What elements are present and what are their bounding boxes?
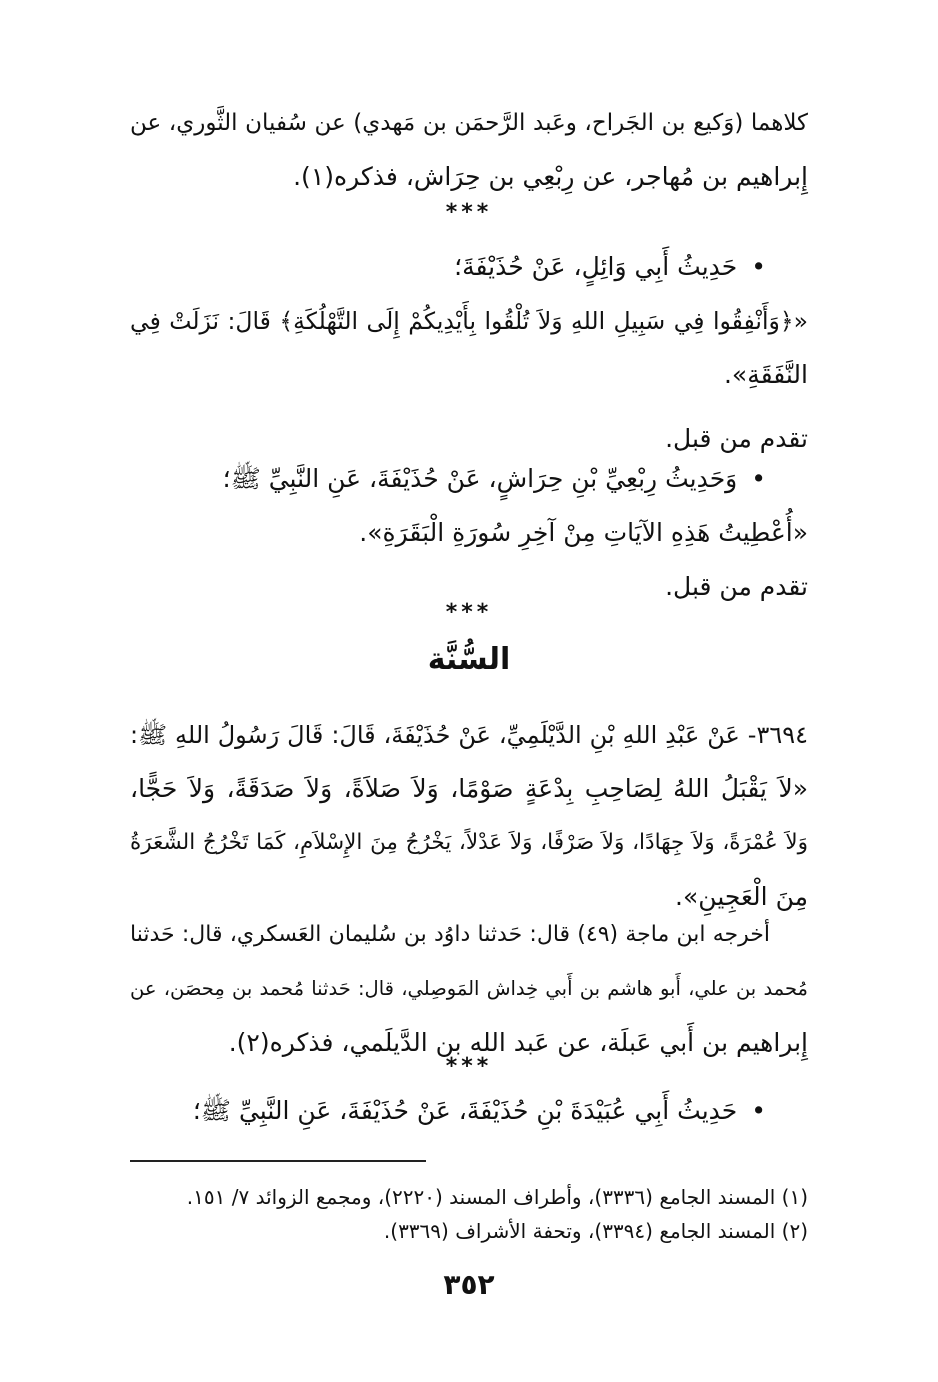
top-paragraph xyxy=(130,96,808,204)
hadith-text-line: النَّفَقَةِ». xyxy=(723,360,808,389)
hadith-title: حَدِيثُ أَبِي وَائِلٍ، عَنْ حُذَيْفَةَ؛ xyxy=(454,252,738,281)
hadith-text-line: ٣٦٩٤- عَنْ عَبْدِ اللهِ بْنِ الدَّيْلَمِيِّ، عَنْ حُذَيْفَةَ، قَالَ: قَالَ رَسُولُ اللهِ ﷺ: xyxy=(130,721,808,749)
footnote-1: (١) المسند الجامع (٣٣٣٦)، وأطراف المسند (٢٢٢٠)، ومجمع الزوائد ٧/ ١٥١. xyxy=(186,1185,808,1209)
bullet-icon: • xyxy=(751,464,766,493)
page-number: ٣٥٢ xyxy=(443,1268,495,1301)
section-separator: *** xyxy=(445,200,493,225)
hadith-ribi xyxy=(130,452,808,614)
hadith-text-line: «﴿وَأَنْفِقُوا فِي سَبِيلِ اللهِ وَلاَ تُلْقُوا بِأَيْدِيكُمْ إِلَى التَّهْلُكَةِ﴾ قَالَ: نَزَلَتْ فِي xyxy=(130,307,808,335)
hadith-abi-ubayda xyxy=(130,1084,808,1138)
paragraph-line: إِبراهيم بن مُهاجر، عن رِبْعِي بن حِرَاش، فذكره(١). xyxy=(293,162,808,191)
footnote-divider xyxy=(130,1160,426,1162)
hadith-text: «أُعْطِيتُ هَذِهِ الآيَاتِ مِنْ آخِرِ سُورَةِ الْبَقَرَةِ». xyxy=(359,518,808,547)
bullet-icon: • xyxy=(751,1096,766,1125)
hadith-title-row xyxy=(130,452,808,506)
hadith-title: حَدِيثُ أَبِي عُبَيْدَةَ بْنِ حُذَيْفَةَ، عَنْ حُذَيْفَةَ، عَنِ النَّبِيِّ ﷺ؛ xyxy=(192,1096,738,1125)
hadith-text-line: وَلاَ عُمْرَةً، وَلاَ جِهَادًا، وَلاَ صَرْفًا، وَلاَ عَدْلاً، يَخْرُجُ مِنَ الإِسْلاَمِ، كَمَا تَخْرُجُ الشَّعَرَةُ xyxy=(130,830,808,855)
takhrij-line: مُحمد بن علي، أَبو هاشم بن أَبي خِداش المَوصِلي، قال: حَدثنا مُحمد بن مِحصَن، عن xyxy=(130,977,808,1000)
note-text: تقدم من قبل. xyxy=(665,424,808,453)
note-text: تقدم من قبل. xyxy=(665,572,808,601)
hadith-title-row xyxy=(130,1084,808,1138)
bullet-icon: • xyxy=(751,252,766,281)
section-heading: السُّنَّة xyxy=(427,642,511,677)
hadith-3694 xyxy=(130,708,808,924)
takhrij-line: إِبراهيم بن أَبي عَبلَة، عن عَبد الله بن الدَّيلَمي، فذكره(٢). xyxy=(228,1028,808,1057)
section-separator: *** xyxy=(445,1054,493,1079)
footnote-2: (٢) المسند الجامع (٣٣٩٤)، وتحفة الأشراف (٣٣٦٩). xyxy=(383,1219,808,1243)
hadith-abi-wail xyxy=(130,240,808,466)
takhrij-line: أخرجه ابن ماجة (٤٩) قال: حَدثنا داوُد بن سُليمان العَسكري، قال: حَدثنا xyxy=(130,922,770,947)
hadith-title: وَحَدِيثُ رِبْعِيِّ بْنِ حِرَاشٍ، عَنْ حُذَيْفَةَ، عَنِ النَّبِيِّ ﷺ؛ xyxy=(222,464,738,493)
paragraph-line: كلاهما (وَكيع بن الجَراح، وعَبد الرَّحمَن بن مَهدي) عن سُفيان الثَّوري، عن xyxy=(130,110,808,136)
section-separator: *** xyxy=(445,600,493,625)
footnotes xyxy=(130,1180,808,1248)
hadith-text-line: «لاَ يَقْبَلُ اللهُ لِصَاحِبِ بِدْعَةٍ صَوْمًا، وَلاَ صَلاَةً، وَلاَ صَدَقَةً، وَلاَ حَجًّا، xyxy=(130,774,808,803)
hadith-text-line: مِنَ الْعَجِينِ». xyxy=(675,882,808,911)
hadith-title-row xyxy=(130,240,808,294)
takhrij-paragraph xyxy=(130,908,808,1070)
